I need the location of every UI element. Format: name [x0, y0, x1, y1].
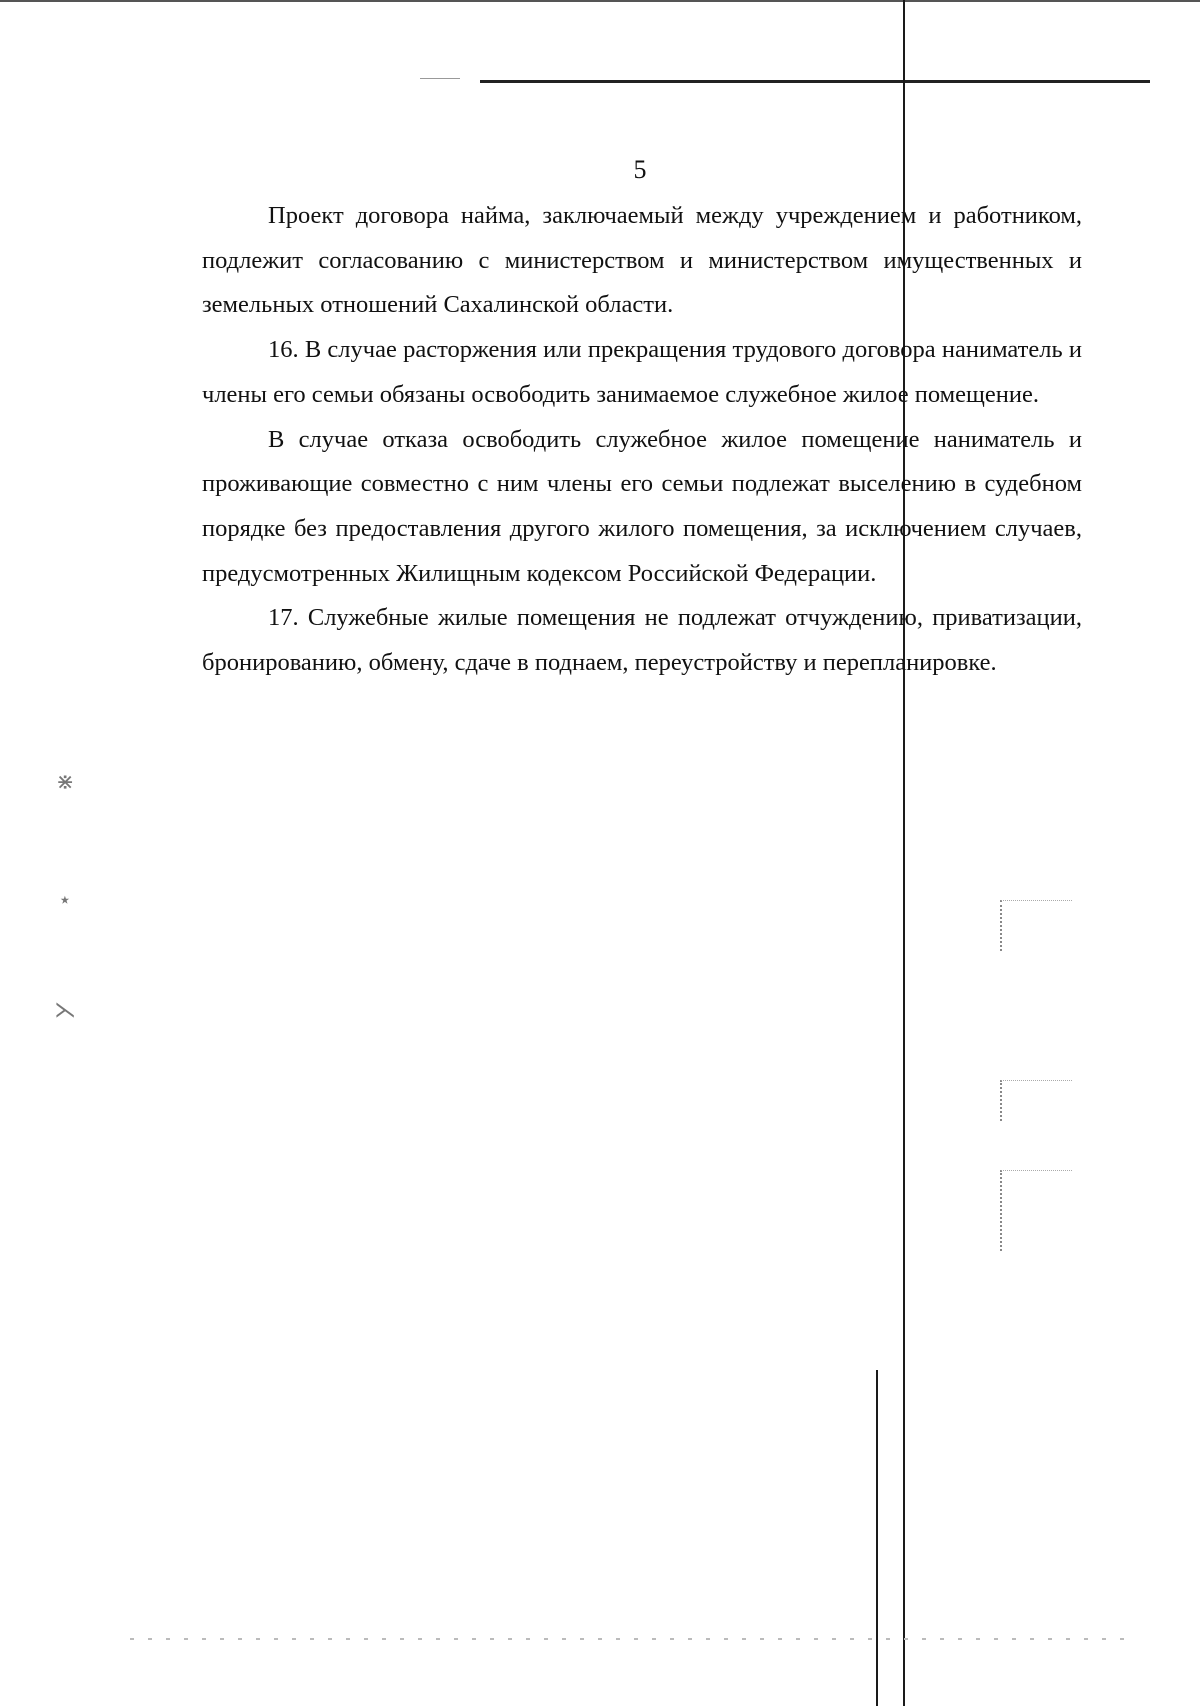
scan-margin-noise [1000, 1080, 1072, 1121]
scan-speck: ⋇ [56, 770, 75, 795]
scan-top-edge [0, 0, 1200, 2]
scan-fold-line-lower [876, 1370, 878, 1706]
scan-margin-noise [1000, 1170, 1072, 1251]
paragraph-17: 17. Служебные жилые помещения не подлежат отчуждению, приватизации, бронированию, обмену, сдаче в поднаем, переустройству и перепланировке. [202, 604, 1082, 677]
scan-speck: ⋋ [54, 998, 76, 1023]
paragraph-eviction: В случае отказа освободить служебное жилое помещение наниматель и проживающие совместно с ним члены его семьи подлежат выселению в судебном порядке без предоставления другого жилого помещения, за исключением случаев, предусмотренных Жилищным кодексом Российской Федерации. [202, 425, 1082, 587]
scan-header-mark [420, 78, 460, 79]
scan-margin-noise [1000, 900, 1072, 951]
page-number: 5 [633, 155, 647, 184]
scan-speck: ⋆ [58, 888, 72, 913]
document-body [202, 194, 1082, 686]
scan-footer-noise [130, 1638, 1130, 1640]
paragraph-16: 16. В случае расторжения или прекращения трудового договора наниматель и члены его семьи обязаны освободить занимаемое служебное жилое помещение. [202, 336, 1082, 408]
header-rule [480, 80, 1150, 83]
paragraph-lease-agreement-approval: Проект договора найма, заключаемый между учреждением и работником, подлежит согласованию с министерством и министерством имущественных и земельных отношений Сахалинской области. [202, 202, 1082, 319]
